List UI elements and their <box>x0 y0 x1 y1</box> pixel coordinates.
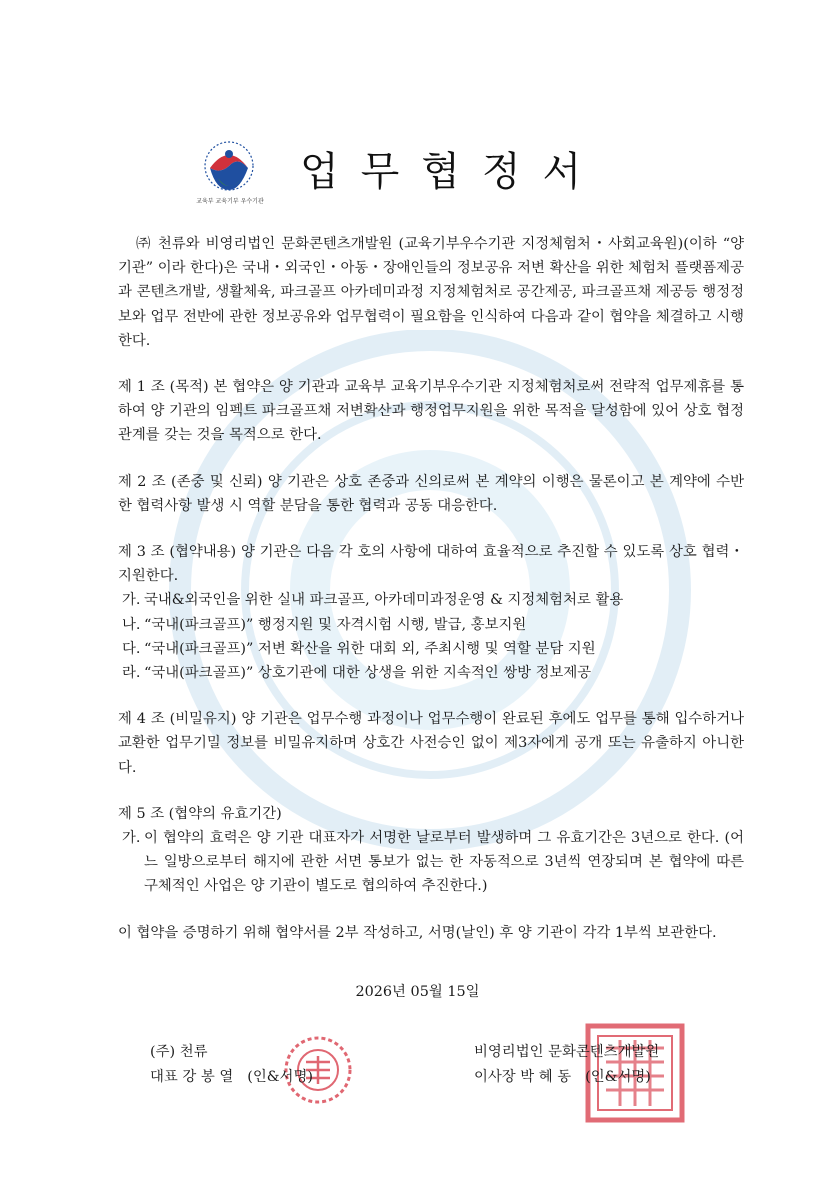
list-item <box>122 613 744 637</box>
seal-note: (인&서명) <box>585 1069 651 1085</box>
item-text: “국내(파크골프)” 행정지원 및 자격시험 시행, 발급, 홍보지원 <box>144 616 527 633</box>
seal-note: (인&서명) <box>247 1069 313 1085</box>
party-rep-row <box>150 1065 313 1090</box>
item-text: 이 협약의 효력은 양 기관 대표자가 서명한 날로부터 발생하며 그 유효기간은 3년으로 한다. (어느 일방으로부터 해지에 관한 서면 통보가 없는 한 자동적으로 3년씩 연장되며 본 협약에 따른 구체적인 사업은 양 기관이 별도로 협의하여 추진한다.) <box>144 830 744 895</box>
party-left <box>150 1040 313 1090</box>
party-right <box>474 1040 659 1090</box>
emblem-caption: 교육부 교육기부 우수기관 <box>196 198 264 205</box>
article-4 <box>118 707 744 780</box>
item-text: “국내(파크골프)” 상호기관에 대한 상생을 위한 지속적인 쌍방 정보제공 <box>144 665 592 682</box>
item-text: “국내(파크골프)” 저변 확산을 위한 대회 외, 주최시행 및 역할 분담 지원 <box>144 640 596 657</box>
article-text: 제 4 조 (비밀유지) 양 기관은 업무수행 과정이나 업무수행이 완료된 후에도 업무를 통해 입수하거나 교환한 업무기밀 정보를 비밀유지하며 상호간 사전승인 없이 제3자에게 공개 또는 유출하지 아니한다. <box>118 711 744 776</box>
article-1 <box>118 375 744 448</box>
item-marker: 라. <box>122 665 141 682</box>
article-text: 제 2 조 (존중 및 신뢰) 양 기관은 상호 존중과 신의로써 본 계약의 이행은 물론이고 본 계약에 수반한 협력사항 발생 시 역할 분담을 통한 협력과 공동 대응한다. <box>118 473 744 514</box>
item-text: 국내&외국인을 위한 실내 파크골프, 아카데미과정운영 & 지정체험처로 활용 <box>144 592 624 609</box>
list-item <box>122 588 744 612</box>
list-item <box>122 637 744 661</box>
party-rep-row <box>474 1065 659 1090</box>
article-text: 제 3 조 (협약내용) 양 기관은 다음 각 호의 사항에 대하여 효율적으로 추진할 수 있도록 상호 협력・지원한다. <box>118 544 744 585</box>
closing-paragraph: 이 협약을 증명하기 위해 협약서를 2부 작성하고, 서명(날인) 후 양 기관이 각각 1부씩 보관한다. <box>118 924 717 941</box>
article-text: 제 1 조 (목적) 본 협약은 양 기관과 교육부 교육기부우수기관 지정체험처로써 전략적 업무제휴를 통하여 양 기관의 임펙트 파크골프채 저변확산과 행정업무지원을 위한 목적을 달성함에 있어 상호 협정관계를 갖는 것을 목적으로 한다. <box>118 379 744 444</box>
party-org: 비영리법인 문화콘텐츠개발원 <box>474 1044 660 1060</box>
document-title: 업무협정서 <box>300 149 604 195</box>
article-text: 제 5 조 (협약의 유효기간) <box>118 805 282 822</box>
document-body <box>118 232 744 945</box>
article-3 <box>118 540 744 685</box>
item-marker: 나. <box>122 616 141 633</box>
list-item <box>122 826 744 899</box>
item-marker: 가. <box>122 830 141 847</box>
signing-date: 2026년 05월 15일 <box>355 984 480 1000</box>
list-item <box>122 661 744 685</box>
party-org: (주) 천류 <box>150 1044 208 1060</box>
intro-paragraph: ㈜ 천류와 비영리법인 문화콘텐츠개발원 (교육기부우수기관 지정체험처・사회교육원)(이하 “양 기관” 이라 한다)은 국내・외국인・아동・장애인들의 정보공유 저변 확산을 위한 체험처 플랫폼제공과 콘텐츠개발, 생활체육, 파크골프 아카데미과정 지정체험처로 공간제공, 파크골프채 제공등 행정정보와 업무 전반에 관한 정보공유와 업무협력이 필요함을 인식하여 다음과 같이 협약을 체결하고 시행한다. <box>118 236 744 349</box>
party-rep: 이사장 박 혜 동 <box>474 1069 572 1085</box>
item-marker: 다. <box>122 640 141 657</box>
item-marker: 가. <box>122 592 141 609</box>
article-5 <box>118 802 744 899</box>
party-rep: 대표 강 봉 열 <box>150 1069 234 1085</box>
article-2 <box>118 470 744 518</box>
